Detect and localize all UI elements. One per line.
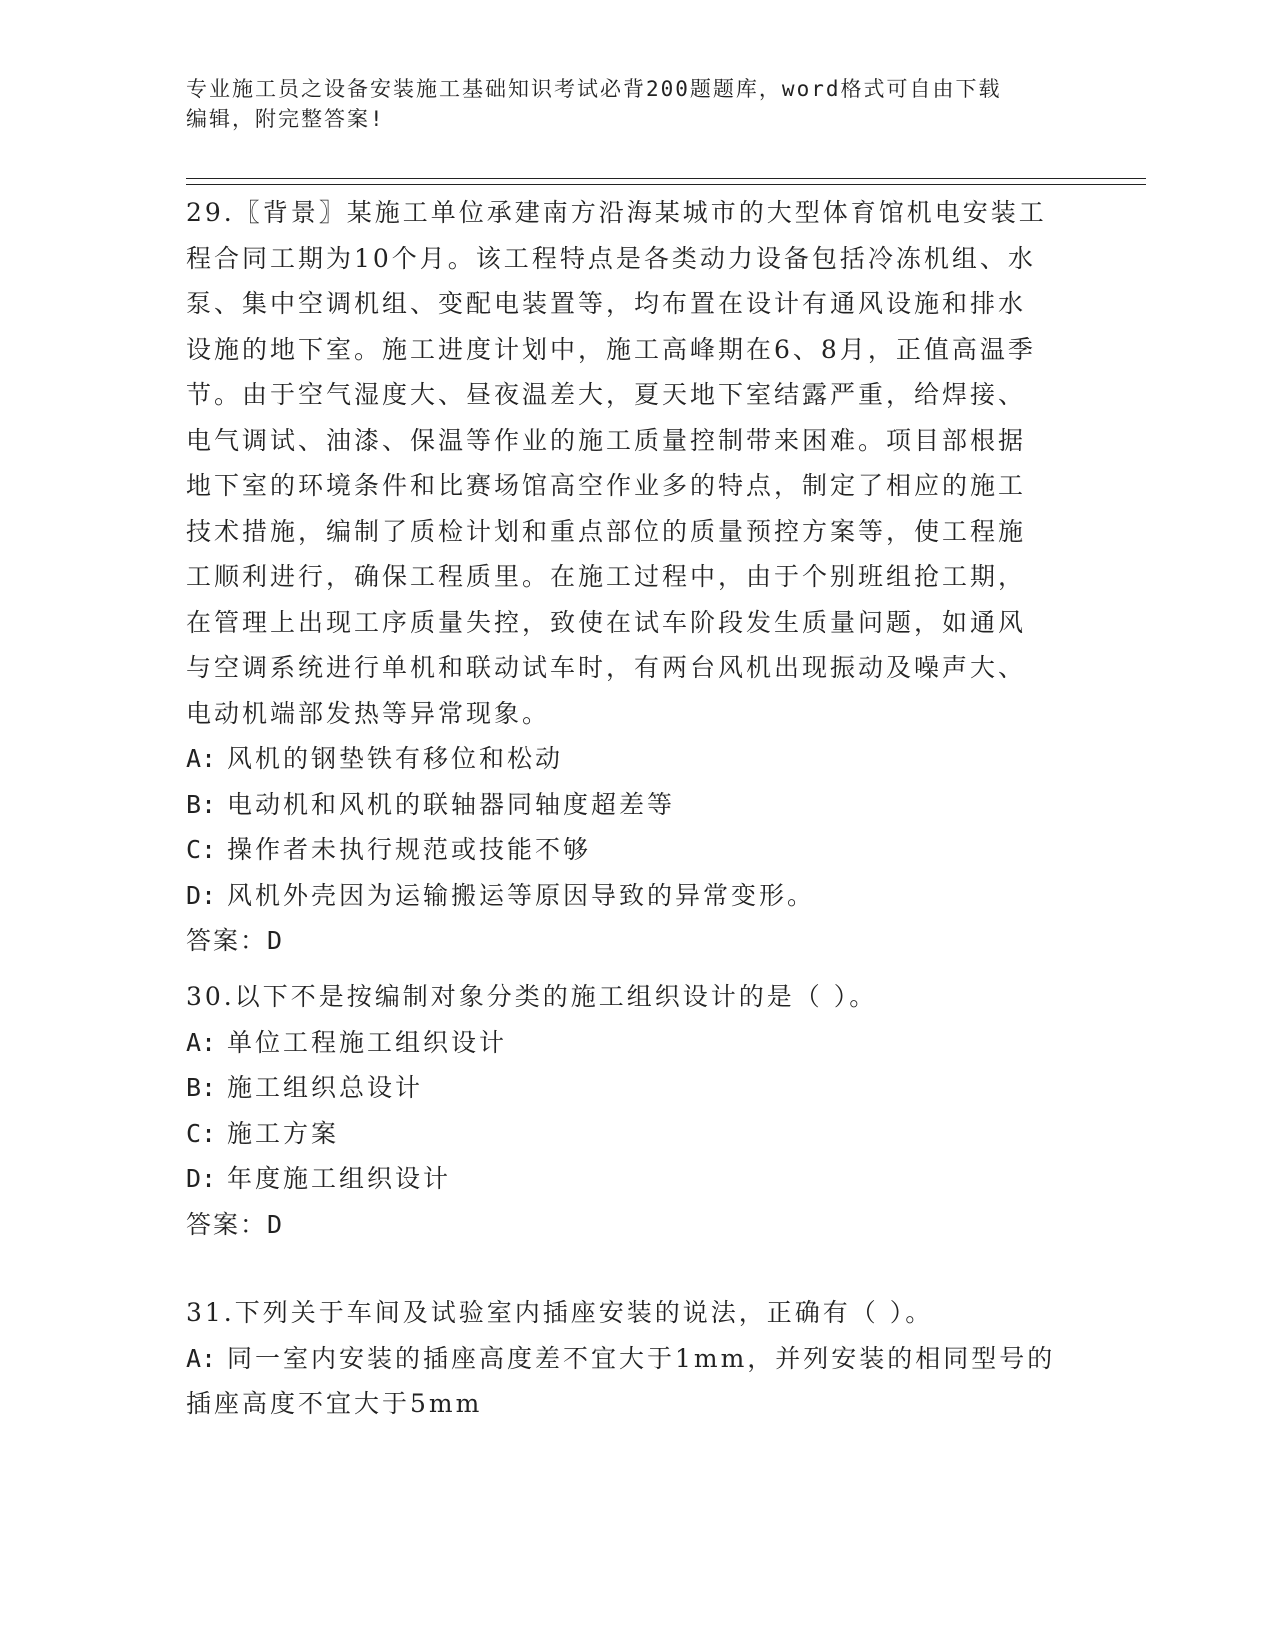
question-stem-line: 程合同工期为10个月。该工程特点是各类动力设备包括冷冻机组、水 bbox=[186, 243, 1036, 273]
option-letter: A: bbox=[186, 744, 217, 773]
answer-label: 答案： bbox=[186, 926, 268, 955]
header-title-line-2: 编辑，附完整答案! bbox=[186, 107, 385, 131]
question-30 bbox=[186, 974, 1086, 1247]
option-text: 施工组织总设计 bbox=[226, 1073, 423, 1102]
answer-label: 答案： bbox=[186, 1209, 268, 1239]
question-stem-line: 技术措施，编制了质检计划和重点部位的质量预控方案等，使工程施 bbox=[186, 516, 1027, 546]
option-d bbox=[186, 873, 1086, 919]
option-letter: B: bbox=[186, 1073, 217, 1102]
option-text: 风机的钢垫铁有移位和松动 bbox=[226, 744, 563, 773]
answer-value: D bbox=[267, 1209, 286, 1239]
answer-value: D bbox=[267, 926, 286, 955]
option-text: 同一室内安装的插座高度差不宜大于1mm，并列安装的相同型号的 bbox=[226, 1343, 1056, 1373]
option-a bbox=[186, 1020, 1086, 1066]
option-text: 单位工程施工组织设计 bbox=[226, 1027, 507, 1057]
question-stem-line: 与空调系统进行单机和联动试车时，有两台风机出现振动及噪声大、 bbox=[186, 653, 1027, 682]
question-stem-line: 工顺利进行，确保工程质里。在施工过程中，由于个别班组抢工期， bbox=[186, 562, 1027, 591]
answer-line bbox=[186, 1202, 1086, 1248]
header-divider-top bbox=[186, 178, 1146, 179]
question-29 bbox=[186, 190, 1086, 964]
option-text: 电动机和风机的联轴器同轴度超差等 bbox=[226, 789, 675, 819]
option-a bbox=[186, 736, 1086, 782]
option-letter: C: bbox=[186, 1118, 217, 1148]
header-divider-bottom bbox=[186, 184, 1146, 185]
answer-line bbox=[186, 918, 1086, 964]
question-stem-line: 30.以下不是按编制对象分类的施工组织设计的是（ ）。 bbox=[186, 982, 878, 1011]
question-stem-line: 31.下列关于车间及试验室内插座安装的说法，正确有（ ）。 bbox=[186, 1298, 934, 1327]
question-31 bbox=[186, 1290, 1086, 1427]
question-stem-line: 设施的地下室。施工进度计划中，施工高峰期在6、8月，正值高温季 bbox=[186, 334, 1036, 364]
option-c bbox=[186, 1111, 1086, 1157]
option-letter: D: bbox=[186, 1164, 217, 1193]
question-stem-line: 泵、集中空调机组、变配电装置等，均布置在设计有通风设施和排水 bbox=[186, 289, 1027, 318]
option-letter: C: bbox=[186, 835, 217, 864]
question-stem-line: 节。由于空气湿度大、昼夜温差大，夏天地下室结露严重，给焊接、 bbox=[186, 380, 1027, 409]
option-b bbox=[186, 782, 1086, 828]
document-header bbox=[186, 74, 1066, 134]
question-stem-line: 在管理上出现工序质量失控，致使在试车阶段发生质量问题，如通风 bbox=[186, 607, 1027, 637]
question-stem-line: 电气调试、油漆、保温等作业的施工质量控制带来困难。项目部根据 bbox=[186, 425, 1027, 455]
option-c bbox=[186, 827, 1086, 873]
question-stem-line: 地下室的环境条件和比赛场馆高空作业多的特点，制定了相应的施工 bbox=[186, 471, 1027, 500]
option-letter: B: bbox=[186, 789, 217, 819]
option-text: 施工方案 bbox=[226, 1118, 339, 1148]
question-stem-line: 电动机端部发热等异常现象。 bbox=[186, 698, 551, 728]
option-letter: A: bbox=[186, 1027, 217, 1057]
option-d bbox=[186, 1156, 1086, 1202]
option-b bbox=[186, 1065, 1086, 1111]
option-letter: D: bbox=[186, 880, 217, 910]
option-continuation-line: 插座高度不宜大于5mm bbox=[186, 1389, 483, 1418]
option-a bbox=[186, 1336, 1086, 1382]
option-text: 操作者未执行规范或技能不够 bbox=[226, 835, 591, 864]
header-title-line-1: 专业施工员之设备安装施工基础知识考试必背200题题库，word格式可自由下载 bbox=[186, 77, 1002, 101]
option-text: 年度施工组织设计 bbox=[226, 1164, 451, 1193]
option-text: 风机外壳因为运输搬运等原因导致的异常变形。 bbox=[226, 880, 815, 910]
option-letter: A: bbox=[186, 1343, 217, 1373]
question-stem-line: 29.〖背景〗某施工单位承建南方沿海某城市的大型体育馆机电安装工 bbox=[186, 198, 1047, 227]
